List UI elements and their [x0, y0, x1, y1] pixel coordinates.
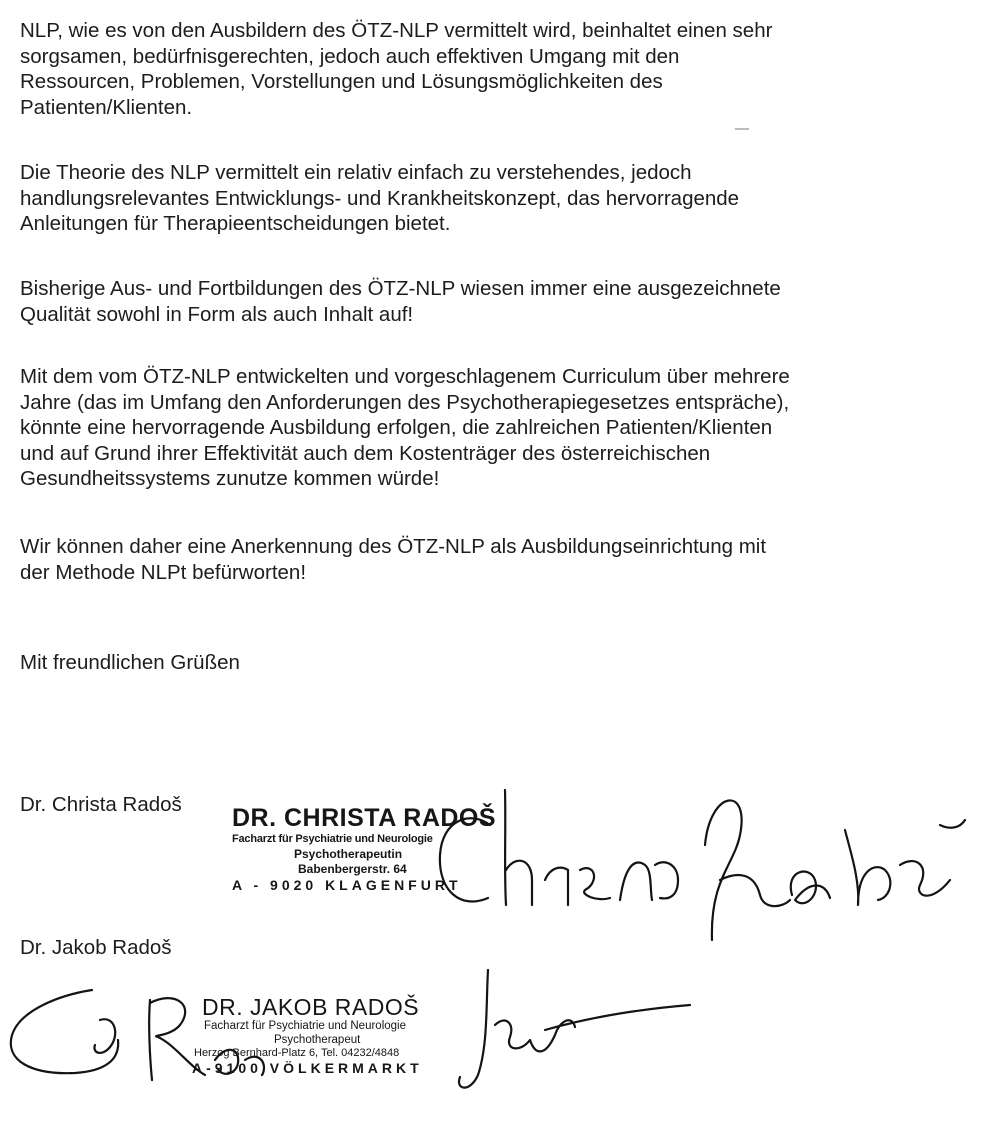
text-line: Jahre (das im Umfang den Anforderungen des Psychotherapiegesetzes entspräche), — [20, 390, 790, 414]
text-line: Patienten/Klienten. — [20, 95, 193, 119]
text-line: Ressourcen, Problemen, Vorstellungen und Lösungsmöglichkeiten des — [20, 70, 663, 93]
text-line: der Methode NLPt befürworten! — [20, 560, 307, 584]
scan-artifact — [735, 128, 749, 130]
stamp-line: A - 9020 KLAGENFURT — [232, 877, 462, 893]
paragraph-quality — [20, 276, 980, 327]
signatory-name-christa: Dr. Christa Radoš — [20, 793, 182, 816]
text-line: Wir können daher eine Anerkennung des ÖTZ-NLP als Ausbildungseinrichtung mit — [20, 535, 767, 558]
text-line: könnte eine hervorragende Ausbildung erfolgen, die zahlreichen Patienten/Klienten — [20, 416, 773, 439]
signature-jakob — [0, 965, 700, 1115]
stamp-line: Facharzt für Psychiatrie und Neurologie — [204, 1020, 406, 1032]
closing-text: Mit freundlichen Grüßen — [20, 651, 240, 674]
stamp-name: DR. JAKOB RADOŠ — [202, 994, 420, 1020]
signature-christa — [420, 770, 980, 940]
paragraph-curriculum — [20, 364, 980, 492]
stamp-line: A-9100 VÖLKERMARKT — [192, 1060, 423, 1076]
text-line: handlungsrelevantes Entwicklungs- und Krankheitskonzept, das hervorragende — [20, 186, 740, 210]
text-line: und auf Grund ihrer Effektivität auch dem Kostenträger des österreichischen — [20, 441, 711, 465]
paragraph-recommendation — [20, 534, 980, 585]
text-line: Anleitungen für Therapieentscheidungen bietet. — [20, 212, 451, 235]
paragraph-theory — [20, 160, 980, 237]
stamp-line: Facharzt für Psychiatrie und Neurologie — [232, 833, 433, 845]
stamp-line: Psychotherapeut — [274, 1033, 361, 1046]
text-line: sorgsamen, bedürfnisgerechten, jedoch auch effektiven Umgang mit den — [20, 44, 680, 68]
stamp-line: Psychotherapeutin — [294, 847, 403, 861]
text-line: NLP, wie es von den Ausbildern des ÖTZ-NLP vermittelt wird, beinhaltet einen sehr — [20, 19, 773, 42]
text-line: Qualität sowohl in Form als auch Inhalt auf! — [20, 302, 414, 326]
text-line: Gesundheitssystems zunutze kommen würde! — [20, 467, 440, 490]
text-line: Bisherige Aus- und Fortbildungen des ÖTZ-NLP wiesen immer eine ausgezeichnete — [20, 277, 781, 300]
text-line: Mit dem vom ÖTZ-NLP entwickelten und vorgeschlagenem Curriculum über mehrere — [20, 365, 790, 388]
stamp-line: Babenbergerstr. 64 — [298, 862, 407, 876]
paragraph-nlp-description — [20, 18, 980, 120]
closing-greeting — [20, 650, 980, 676]
stamp-line: Herzog Bernhard-Platz 6, Tel. 04232/4848 — [194, 1047, 400, 1059]
signatory-name-jakob: Dr. Jakob Radoš — [20, 936, 172, 959]
stamp-name: DR. CHRISTA RADOŠ — [232, 804, 497, 832]
text-line: Die Theorie des NLP vermittelt ein relativ einfach zu verstehendes, jedoch — [20, 161, 692, 184]
